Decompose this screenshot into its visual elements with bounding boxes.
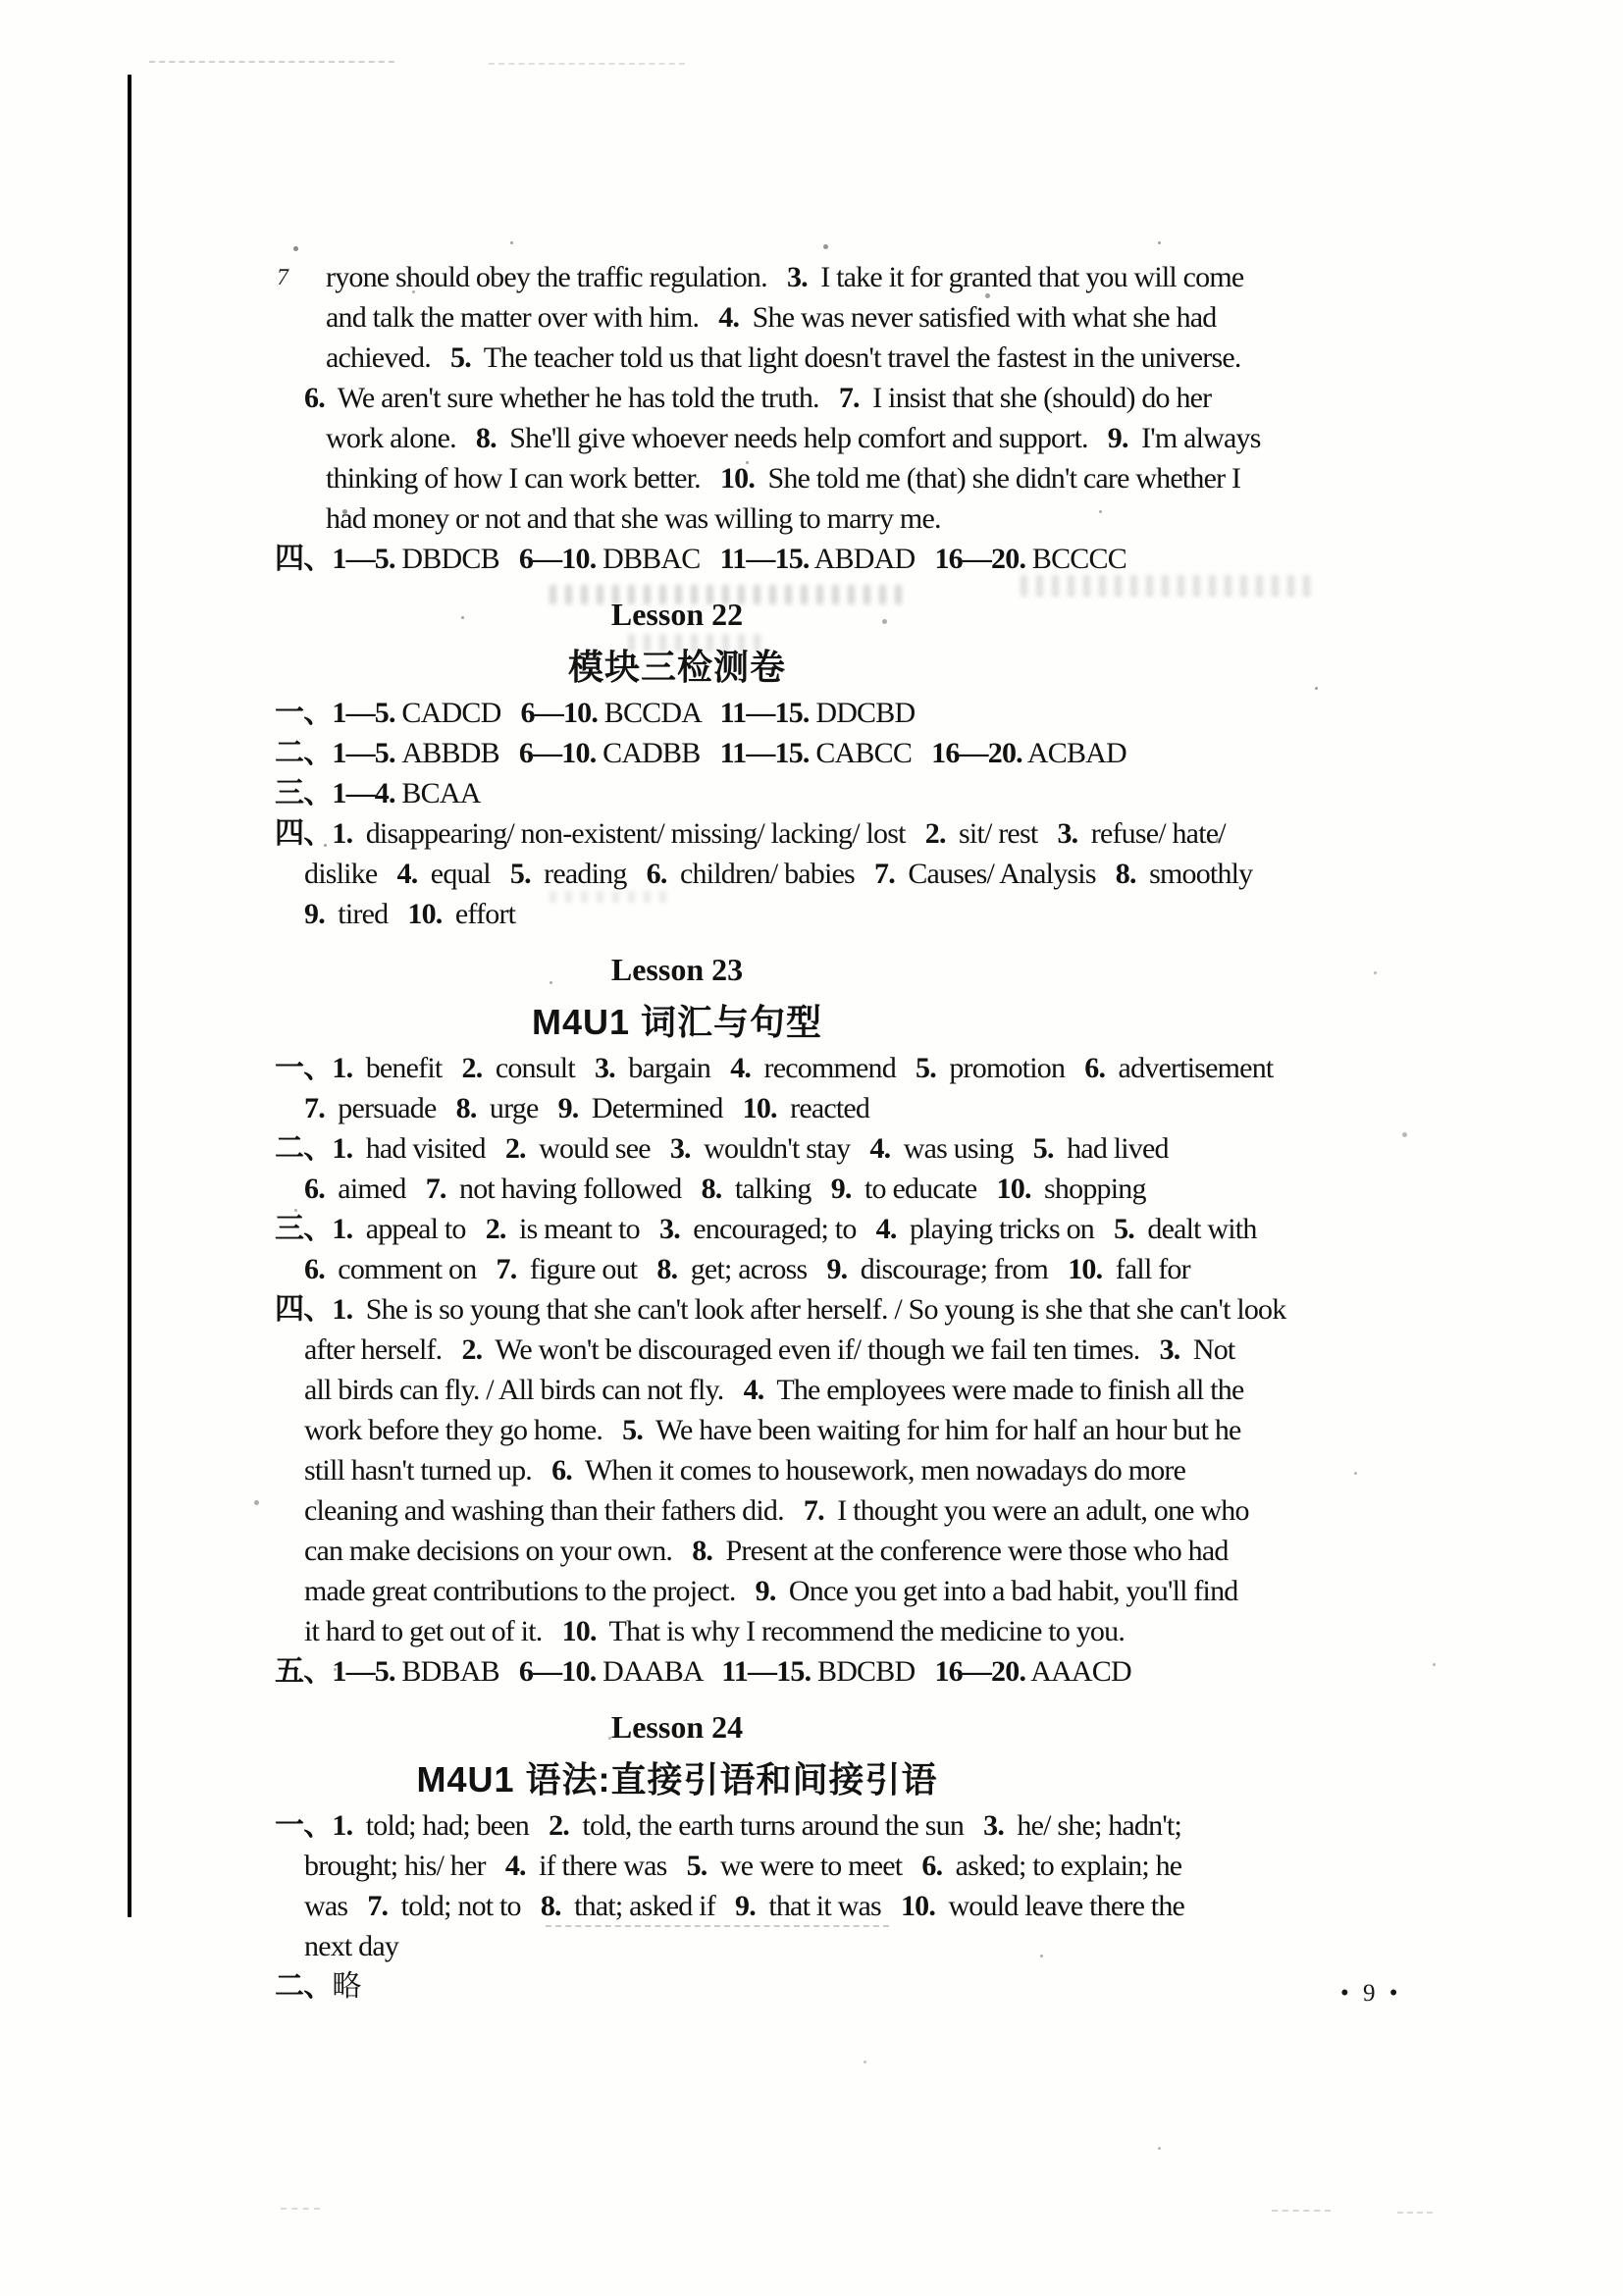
page-number: • 9 • — [1340, 1980, 1402, 2007]
answer-key-content — [275, 257, 1433, 2007]
answer-line: and talk the matter over with him. 4. She was never satisfied with what she had — [326, 301, 1217, 334]
margin-note: 7 — [275, 265, 290, 290]
answer-line: can make decisions on your own. 8. Present at the conference were those who had — [304, 1535, 1229, 1567]
answer-line: 6. aimed 7. not having followed 8. talking 9. to educate 10. shopping — [304, 1173, 1146, 1205]
answer-line: it hard to get out of it. 10. That is why I recommend the medicine to you. — [304, 1615, 1126, 1647]
answer-line: achieved. 5. The teacher told us that light doesn't travel the fastest in the universe. — [326, 341, 1241, 374]
answer-line: 一、1. benefit 2. consult 3. bargain 4. recommend 5. promotion 6. advertisement — [275, 1052, 1274, 1084]
scan-artifact — [1397, 2212, 1433, 2214]
answer-line: 四、1—5. DBDCB 6—10. DBBAC 11—15. ABDAD 16—20. BCCCC — [275, 543, 1126, 575]
answer-line: still hasn't turned up. 6. When it comes to housework, men nowadays do more — [304, 1454, 1186, 1487]
answer-line: 7. persuade 8. urge 9. Determined 10. reacted — [304, 1092, 870, 1124]
lesson-heading: Lesson 24 — [610, 1709, 744, 1745]
answer-line: 一、1. told; had; been 2. told, the earth turns around the sun 3. he/ she; hadn't; — [275, 1809, 1181, 1842]
answer-line: made great contributions to the project. 9. Once you get into a bad habit, you'll find — [304, 1575, 1238, 1607]
answer-line: dislike 4. equal 5. reading 6. children/ babies 7. Causes/ Analysis 8. smoothly — [304, 858, 1253, 890]
lesson-heading: Lesson 22 — [610, 597, 744, 632]
scan-artifact — [281, 2208, 320, 2210]
section-heading: M4U1 语法:直接引语和间接引语 — [416, 1759, 938, 1800]
answer-line: had money or not and that she was willing to marry me. — [326, 502, 941, 535]
scan-artifact — [489, 63, 685, 65]
section-heading: M4U1 词汇与句型 — [531, 1002, 823, 1042]
binding-scan-line — [128, 75, 131, 1917]
answer-line: 五、1—5. BDBAB 6—10. DAABA 11—15. BDCBD 16—20. AAACD — [275, 1655, 1131, 1688]
answer-line: 三、1—4. BCAA — [275, 777, 481, 809]
answer-line: cleaning and washing than their fathers did. 7. I thought you were an adult, one who — [304, 1494, 1249, 1527]
answer-line: next day — [304, 1930, 399, 1962]
answer-line: 二、1. had visited 2. would see 3. wouldn't stay 4. was using 5. had lived — [275, 1132, 1169, 1165]
answer-line: 四、1. disappearing/ non-existent/ missing/ lacking/ lost 2. sit/ rest 3. refuse/ hate/ — [275, 817, 1226, 850]
answer-line: 二、1—5. ABBDB 6—10. CADBB 11—15. CABCC 16—20. ACBAD — [275, 737, 1126, 769]
section-heading: 模块三检测卷 — [567, 647, 786, 687]
scan-artifact — [149, 61, 394, 63]
toner-specks — [0, 0, 3, 3]
answer-line: 四、1. She is so young that she can't look after herself. / So young is she that she can't look — [275, 1293, 1286, 1326]
answer-line: all birds can fly. / All birds can not fly. 4. The employees were made to finish all the — [304, 1374, 1244, 1406]
answer-line: 6. comment on 7. figure out 8. get; across 9. discourage; from 10. fall for — [304, 1253, 1190, 1285]
answer-line: brought; his/ her 4. if there was 5. we were to meet 6. asked; to explain; he — [304, 1850, 1182, 1882]
answer-line: 一、1—5. CADCD 6—10. BCCDA 11—15. DDCBD — [275, 697, 916, 729]
answer-line: was 7. told; not to 8. that; asked if 9. that it was 10. would leave there the — [304, 1890, 1185, 1922]
answer-line: 9. tired 10. effort — [304, 898, 516, 930]
answer-line: after herself. 2. We won't be discouraged even if/ though we fail ten times. 3. Not — [304, 1333, 1235, 1366]
answer-line: 二、略 — [275, 1970, 361, 2003]
answer-line: 6. We aren't sure whether he has told the truth. 7. I insist that she (should) do her — [304, 382, 1212, 414]
scan-artifact — [1272, 2210, 1331, 2212]
lesson-heading: Lesson 23 — [610, 952, 744, 987]
answer-line: work before they go home. 5. We have been waiting for him for half an hour but he — [304, 1414, 1241, 1446]
answer-line: work alone. 8. She'll give whoever needs help comfort and support. 9. I'm always — [326, 422, 1261, 454]
answer-line: 三、1. appeal to 2. is meant to 3. encouraged; to 4. playing tricks on 5. dealt with — [275, 1213, 1257, 1245]
answer-line: ryone should obey the traffic regulation. 3. I take it for granted that you will come — [326, 261, 1244, 293]
answer-line: thinking of how I can work better. 10. She told me (that) she didn't care whether I — [326, 462, 1241, 495]
